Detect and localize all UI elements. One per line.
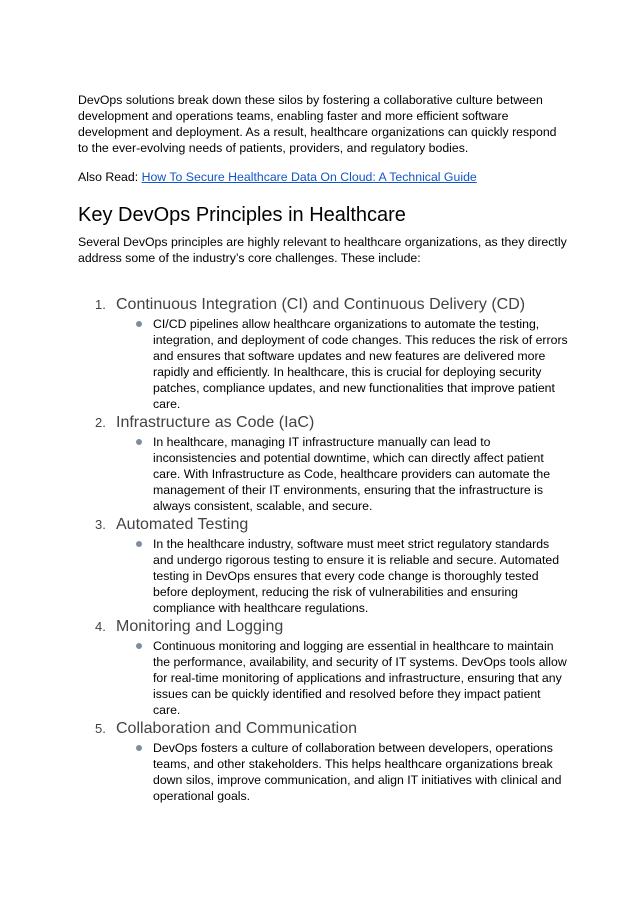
principle-detail bbox=[153, 740, 568, 804]
principle-number: 2. bbox=[95, 415, 106, 430]
intro-paragraph: DevOps solutions break down these silos by fostering a collaborative culture between development and operations teams, enabling faster and more efficient software development and deployment. As a result, healthcare organizations can quickly respond to the ever-evolving needs of patients, providers, and regulatory bodies. bbox=[78, 93, 557, 155]
bullet-dot-icon bbox=[136, 439, 142, 445]
principle-item bbox=[78, 718, 568, 804]
principle-detail-text: In healthcare, managing IT infrastructure manually can lead to inconsistencies and potential downtime, which can directly affect patient care. With Infrastructure as Code, healthcare providers can automate the management of their IT environments, ensuring that the infrastructure is always consistent, scalable, and secure. bbox=[153, 435, 551, 513]
principle-detail bbox=[153, 536, 568, 616]
bullet-dot-icon bbox=[136, 643, 142, 649]
bullet-dot-icon bbox=[136, 541, 142, 547]
section-heading: Key DevOps Principles in Healthcare bbox=[78, 204, 406, 226]
bullet-dot-icon bbox=[136, 321, 142, 327]
bullet-dot-icon bbox=[136, 745, 142, 751]
principle-detail-list bbox=[116, 316, 568, 412]
principle-heading: Collaboration and Communication bbox=[116, 720, 358, 737]
principle-item bbox=[78, 294, 568, 412]
principle-detail-text: CI/CD pipelines allow healthcare organizations to automate the testing, integration, and deployment of code changes. This reduces the risk of errors and ensures that software updates and new features are delivered more rapidly and efficiently. In healthcare, this is crucial for deploying security patches, compliance updates, and new functionalities that improve patient care. bbox=[153, 317, 568, 411]
section-intro-paragraph: Several DevOps principles are highly relevant to healthcare organizations, as they directly address some of the industry’s core challenges. These include: bbox=[78, 235, 567, 265]
principles-list bbox=[78, 294, 568, 804]
principle-number: 5. bbox=[95, 721, 106, 736]
principle-number: 1. bbox=[95, 297, 106, 312]
principle-item bbox=[78, 616, 568, 718]
principle-detail bbox=[153, 638, 568, 718]
principle-heading: Continuous Integration (CI) and Continuous Delivery (CD) bbox=[116, 296, 526, 313]
principle-heading: Infrastructure as Code (IaC) bbox=[116, 414, 315, 431]
principle-detail-list bbox=[116, 638, 568, 718]
principle-detail-text: DevOps fosters a culture of collaboration between developers, operations teams, and other stakeholders. This helps healthcare organizations break down silos, improve communication, and align IT initiatives with clinical and operational goals. bbox=[153, 741, 562, 803]
principle-detail bbox=[153, 434, 568, 514]
also-read-label: Also Read: bbox=[78, 170, 142, 184]
principle-heading: Monitoring and Logging bbox=[116, 618, 284, 635]
principle-detail-list bbox=[116, 740, 568, 804]
also-read-line bbox=[78, 169, 568, 185]
principle-detail bbox=[153, 316, 568, 412]
principle-item bbox=[78, 412, 568, 514]
principle-number: 3. bbox=[95, 517, 106, 532]
principle-detail-list bbox=[116, 536, 568, 616]
principle-item bbox=[78, 514, 568, 616]
principle-heading: Automated Testing bbox=[116, 516, 249, 533]
principle-detail-text: Continuous monitoring and logging are essential in healthcare to maintain the performance, availability, and security of IT systems. DevOps tools allow for real-time monitoring of applications and infrastructure, ensuring that any issues can be quickly identified and resolved before they impact patient care. bbox=[153, 639, 567, 717]
also-read-link[interactable]: How To Secure Healthcare Data On Cloud: A Technical Guide bbox=[141, 170, 477, 184]
principle-number: 4. bbox=[95, 619, 106, 634]
principle-detail-list bbox=[116, 434, 568, 514]
principle-detail-text: In the healthcare industry, software must meet strict regulatory standards and undergo rigorous testing to ensure it is reliable and secure. Automated testing in DevOps ensures that every code change is thoroughly tested before deployment, reducing the risk of vulnerabilities and ensuring compliance with healthcare regulations. bbox=[153, 537, 560, 615]
